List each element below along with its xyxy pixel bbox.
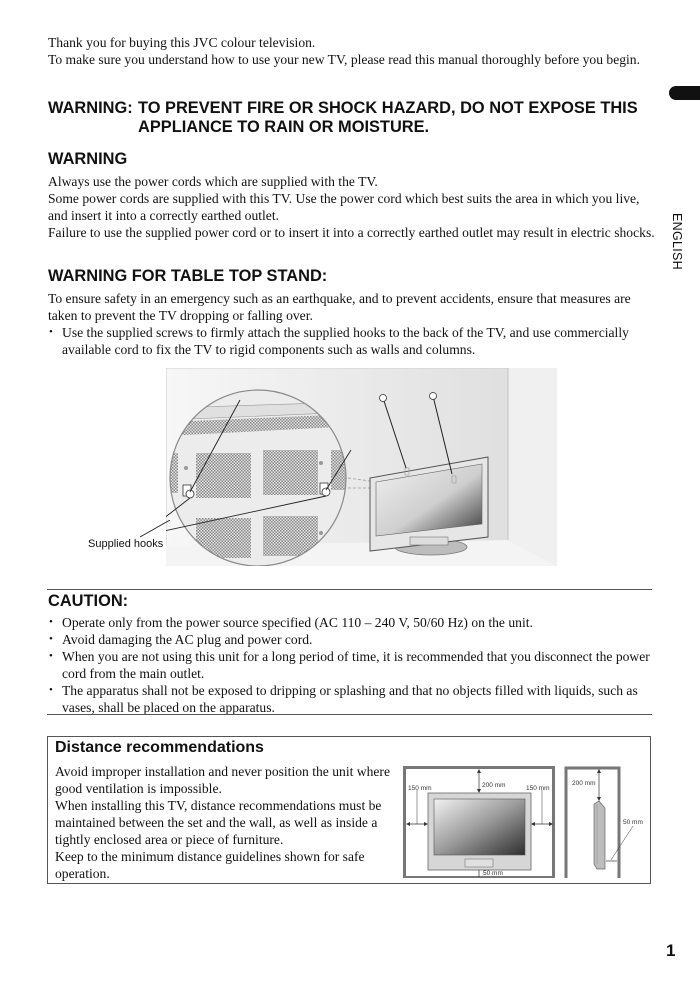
distance-paragraph: When installing this TV, distance recommendations must be maintained between the set and the wall, as well as inside a tightly enclosed area or piece of furniture.	[55, 798, 382, 847]
intro-text	[48, 34, 658, 68]
intro-line-1: Thank you for buying this JVC colour television.	[48, 35, 316, 50]
supplied-hooks-caption: Supplied hooks	[88, 538, 164, 550]
front-left-distance: 150 mm	[408, 785, 432, 792]
warning-heading: WARNING	[48, 150, 128, 168]
front-right-distance: 150 mm	[526, 785, 550, 792]
side-clearance-diagram	[563, 766, 653, 878]
warning-paragraph: Always use the power cords which are supplied with the TV.	[48, 174, 378, 189]
warning-paragraph: Failure to use the supplied power cord or to insert it into a correctly earthed outlet may result in electric shocks.	[48, 225, 655, 240]
distance-paragraph: Keep to the minimum distance guidelines shown for safe operation.	[55, 849, 365, 881]
caution-top-rule	[47, 589, 652, 590]
distance-paragraph: Avoid improper installation and never position the unit where good ventilation is impossible.	[55, 764, 390, 796]
side-back-distance: 50 mm	[623, 819, 643, 826]
language-label: ENGLISH	[670, 213, 684, 270]
caution-bullet: • Operate only from the power source specified (AC 110 – 240 V, 50/60 Hz) on the unit.	[48, 614, 658, 631]
intro-line-2: To make sure you understand how to use your new TV, please read this manual thoroughly before you begin.	[48, 52, 641, 67]
table-stand-section	[48, 267, 658, 358]
page-number: 1	[666, 941, 676, 960]
main-warning-line-1: TO PREVENT FIRE OR SHOCK HAZARD, DO NOT EXPOSE THIS	[138, 99, 638, 117]
section-tab-marker	[669, 86, 700, 100]
caution-section	[48, 592, 658, 716]
hook-installation-illustration	[166, 368, 557, 566]
side-top-distance: 200 mm	[572, 780, 596, 787]
table-stand-intro: To ensure safety in an emergency such as an earthquake, and to prevent accidents, ensure that measures are taken to prevent the TV dropping or falling over.	[48, 291, 631, 323]
caution-bullet: • The apparatus shall not be exposed to dripping or splashing and that no objects filled with liquids, such as vases, shall be placed on the apparatus.	[48, 682, 658, 716]
main-warning-label: WARNING:	[48, 99, 133, 117]
front-clearance-diagram	[403, 766, 555, 878]
caution-heading: CAUTION:	[48, 592, 129, 610]
front-bottom-distance: 50 mm	[483, 870, 503, 877]
front-top-distance: 200 mm	[482, 782, 506, 789]
hook-leader-lines	[130, 520, 170, 540]
caution-bullet: • When you are not using this unit for a long period of time, it is recommended that you disconnect the power cord from the main outlet.	[48, 648, 658, 682]
warning-paragraph: Some power cords are supplied with this TV. Use the power cord which best suits the area in which you live, and insert it into a correctly earthed outlet.	[48, 191, 640, 223]
distance-heading: Distance recommendations	[55, 739, 264, 756]
caution-bottom-rule	[47, 714, 652, 715]
main-warning	[48, 99, 658, 137]
caution-bullet: • Avoid damaging the AC plug and power cord.	[48, 631, 658, 648]
table-stand-bullet: • Use the supplied screws to firmly attach the supplied hooks to the back of the TV, and use commercially available cord to fix the TV to rigid components such as walls and columns.	[48, 324, 658, 358]
main-warning-line-2: APPLIANCE TO RAIN OR MOISTURE.	[138, 118, 430, 136]
distance-text	[55, 763, 390, 882]
table-stand-heading: WARNING FOR TABLE TOP STAND:	[48, 267, 328, 285]
warning-section	[48, 150, 658, 241]
